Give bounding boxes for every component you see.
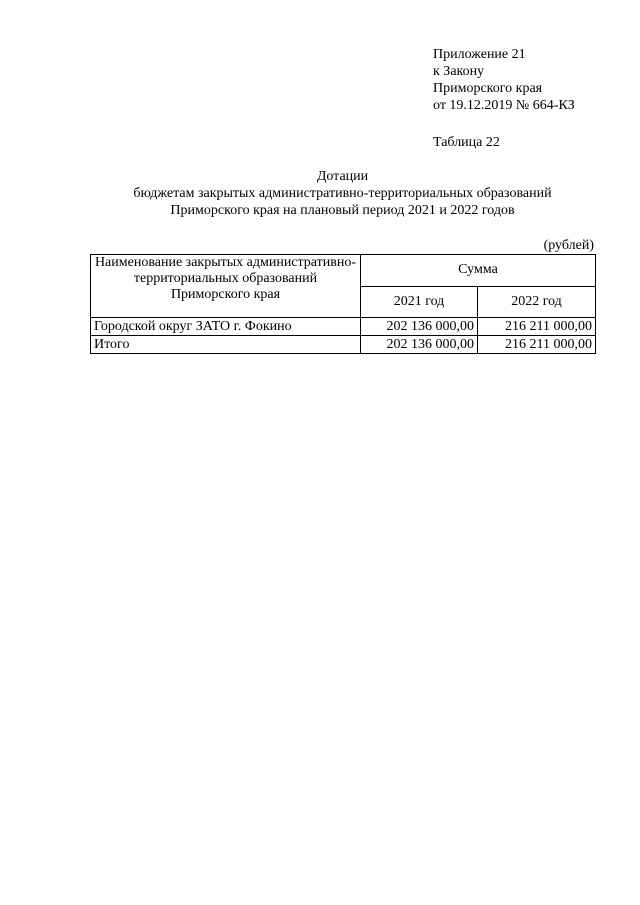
table-number: Таблица 22 [433,135,500,150]
total-row [91,336,596,354]
unit-label: (рублей) [543,238,594,253]
appendix-block [433,46,575,114]
header-year-2022: 2022 год [478,286,596,318]
document-title [90,168,595,219]
row-value-2021: 202 136 000,00 [361,318,478,336]
appendix-line: Приложение 21 [433,47,526,62]
header-year-2021: 2021 год [361,286,478,318]
header-name: Наименование закрытых административно-территориальных образований Приморского края [91,255,361,318]
appendix-line: от 19.12.2019 № 664-КЗ [433,98,575,113]
table-row [91,318,596,336]
total-value-2021: 202 136 000,00 [361,336,478,354]
row-value-2022: 216 211 000,00 [478,318,596,336]
title-line: Приморского края на плановый период 2021 и 2022 годов [170,203,515,218]
row-name: Городской округ ЗАТО г. Фокино [91,318,361,336]
subsidy-table [90,254,596,354]
total-value-2022: 216 211 000,00 [478,336,596,354]
appendix-line: Приморского края [433,81,543,96]
total-label: Итого [91,336,361,354]
appendix-line: к Закону [433,64,485,79]
header-sum: Сумма [361,255,596,287]
title-line: Дотации [316,169,369,184]
title-line: бюджетам закрытых административно-территориальных образований [133,186,552,201]
